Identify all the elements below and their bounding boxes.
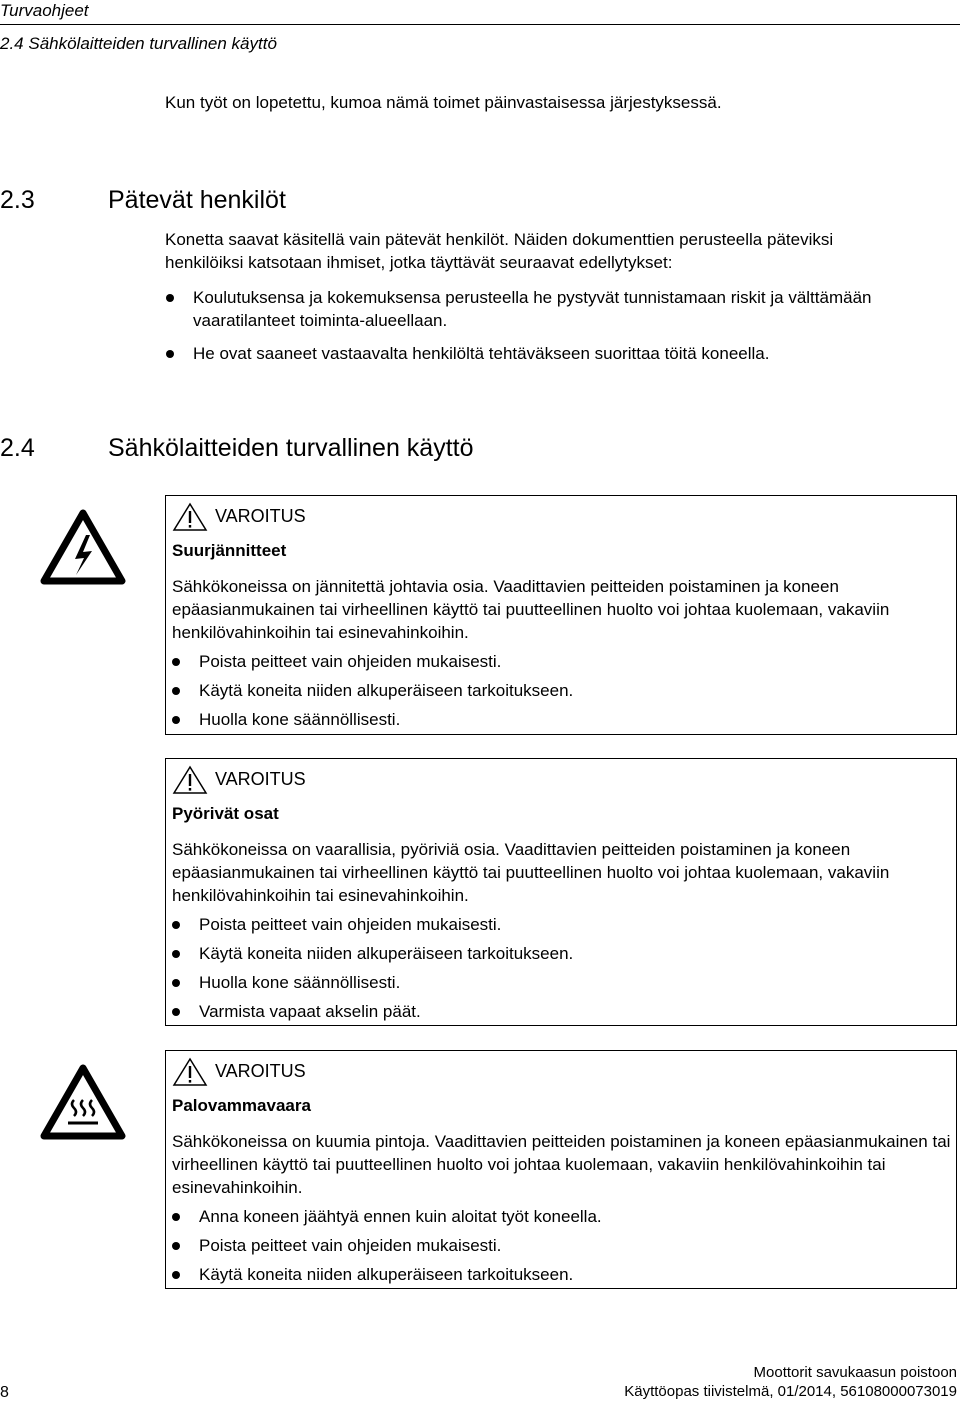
list-item-text: Käytä koneita niiden alkuperäiseen tarkoitukseen. [199, 681, 574, 700]
list-item-text: Poista peitteet vain ohjeiden mukaisesti. [199, 652, 502, 671]
list-item-text: Huolla kone säännöllisesti. [199, 710, 401, 729]
bullet-dot [172, 1213, 180, 1221]
section-number: 2.3 [0, 186, 35, 214]
warning-text: Sähkökoneissa on jännitettä johtavia osia. Vaadittavien peitteiden poistaminen ja koneen epäasianmukainen tai virheellinen käyttö tai puutteellinen huolto voi johtaa kuolemaan, vakaviin henkilövahinkoihin tai esinevahinkoihin. [172, 577, 890, 642]
bullet-dot [172, 658, 180, 666]
header-chapter: Turvaohjeet [0, 1, 89, 20]
intro-text: Kun työt on lopetettu, kumoa nämä toimet päinvastaisessa järjestyksessä. [165, 93, 722, 112]
header-section: 2.4 Sähkölaitteiden turvallinen käyttö [0, 34, 277, 53]
footer-doc-info: Käyttöopas tiivistelmä, 01/2014, 56108000073019 [624, 1383, 957, 1400]
warning-triangle-icon [172, 1057, 208, 1087]
bullet-dot [172, 921, 180, 929]
paragraph-line: Konetta saavat käsitellä vain pätevät henkilöt. Näiden dokumenttien perusteella päteviksi [165, 230, 834, 249]
list-item [166, 342, 956, 365]
list-item-text: Huolla kone säännöllisesti. [199, 973, 401, 992]
warning-box [165, 495, 957, 735]
warning-label: VAROITUS [215, 1061, 306, 1081]
bullet-dot [172, 687, 180, 695]
bullet-dot [172, 716, 180, 724]
section-number: 2.4 [0, 434, 35, 462]
high-voltage-warning-icon [40, 509, 126, 585]
warning-triangle-icon [172, 765, 208, 795]
list-item-text: Poista peitteet vain ohjeiden mukaisesti. [199, 915, 502, 934]
bullet-dot [172, 1242, 180, 1250]
list-item [166, 286, 956, 332]
list-item-text: Anna koneen jäähtyä ennen kuin aloitat työt koneella. [199, 1207, 602, 1226]
warning-box [165, 758, 957, 1026]
page-number: 8 [0, 1384, 9, 1401]
warning-label: VAROITUS [215, 506, 306, 526]
warning-label: VAROITUS [215, 769, 306, 789]
list-item-text: Poista peitteet vain ohjeiden mukaisesti. [199, 1236, 502, 1255]
warning-text: Sähkökoneissa on vaarallisia, pyöriviä osia. Vaadittavien peitteiden poistaminen ja koneen epäasianmukainen tai virheellinen käyttö tai puutteellinen huolto voi johtaa kuolemaan, vakaviin henkilövahinkoihin tai esinevahinkoihin. [172, 840, 890, 905]
warning-text: Sähkökoneissa on kuumia pintoja. Vaadittavien peitteiden poistaminen ja koneen epäasianmukainen tai virheellinen käyttö tai puutteellinen huolto voi johtaa kuolemaan, vakaviin henkilövahinkoihin tai esinevahinkoihin. [172, 1132, 951, 1197]
paragraph-line: henkilöiksi katsotaan ihmiset, jotka täyttävät seuraavat edellytykset: [165, 253, 673, 272]
bullet-dot [172, 1008, 180, 1016]
bullet-dot [166, 350, 174, 358]
section-title: Pätevät henkilöt [108, 186, 286, 214]
bullet-dot [172, 950, 180, 958]
bullet-dot [172, 1271, 180, 1279]
footer-doc-title: Moottorit savukaasun poistoon [753, 1364, 957, 1381]
warning-box [165, 1050, 957, 1289]
bullet-dot [172, 979, 180, 987]
list-item-text: Varmista vapaat akselin päät. [199, 1002, 421, 1021]
list-item-text: Käytä koneita niiden alkuperäiseen tarkoitukseen. [199, 1265, 574, 1284]
list-item-text: Koulutuksensa ja kokemuksensa perusteella he pystyvät tunnistamaan riskit ja välttämään [193, 288, 872, 307]
warning-title: Suurjännitteet [172, 541, 287, 560]
hot-surface-warning-icon [40, 1064, 126, 1140]
warning-triangle-icon [172, 502, 208, 532]
section-title: Sähkölaitteiden turvallinen käyttö [108, 434, 474, 462]
list-item-text: He ovat saaneet vastaavalta henkilöltä tehtäväkseen suorittaa töitä koneella. [193, 344, 770, 363]
warning-title: Pyörivät osat [172, 804, 279, 823]
bullet-dot [166, 294, 174, 302]
warning-title: Palovammavaara [172, 1096, 311, 1115]
list-item-text: Käytä koneita niiden alkuperäiseen tarkoitukseen. [199, 944, 574, 963]
list-item-text: vaaratilanteet toiminta-alueellaan. [193, 311, 448, 330]
header-rule [0, 24, 960, 25]
